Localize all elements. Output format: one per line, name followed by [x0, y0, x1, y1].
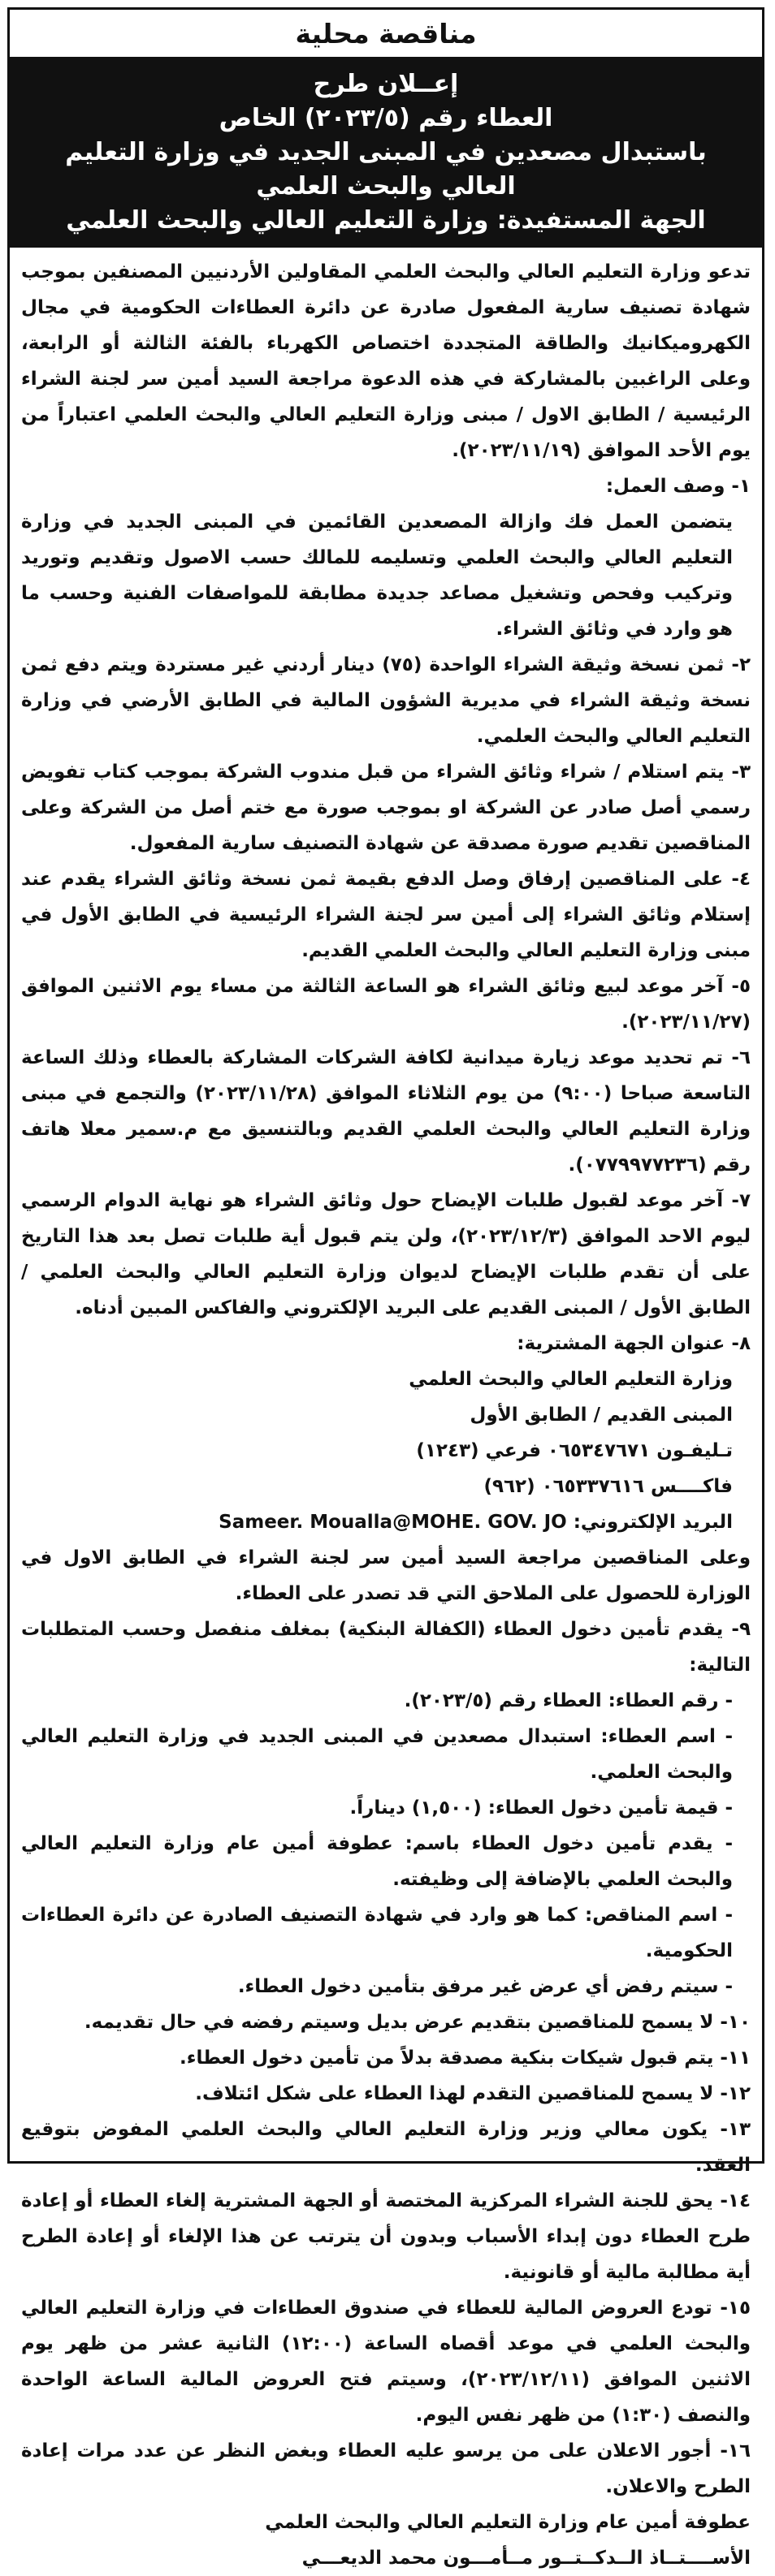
bond-payee: - يقدم تأمين دخول العطاء باسم: عطوفة أمين عام وزارة التعليم العالي والبحث العلمي بالإضافة إلى وظيفته.: [21, 1833, 733, 1890]
section-16: ١٦- أجور الاعلان على من يرسو عليه العطاء وبغض النظر عن عدد مرات إعادة الطرح والاعلان.: [21, 2440, 751, 2497]
section-14: ١٤- يحق للجنة الشراء المركزية المختصة أو الجهة المشترية إلغاء العطاء أو إعادة طرح العطاء دون إبداء الأسباب وبدون أن يترتب عن هذا الإلغاء أو إعادة الطرح أية مطالبة مالية أو قانونية.: [21, 2190, 751, 2283]
notice-body: [10, 248, 762, 2576]
bond-bidder-name: - اسم المناقص: كما هو وارد في شهادة التصنيف الصادرة عن دائرة العطاءات الحكومية.: [21, 1905, 733, 1961]
buyer-fax: فاكــــس ٠٦٥٣٣٧٦١٦ (٩٦٢): [483, 1476, 733, 1497]
email-label: البريد الإلكتروني:: [573, 1512, 733, 1533]
buyer-phone: تـليفـون ٠٦٥٣٤٧٦٧١ فرعي (١٢٤٣): [416, 1440, 733, 1461]
bond-amount: - قيمة تأمين دخول العطاء: (١,٥٠٠) ديناراً.: [349, 1797, 733, 1819]
intro-paragraph: تدعو وزارة التعليم العالي والبحث العلمي المقاولين الأردنيين المصنفين بموجب شهادة تصنيف سارية المفعول صادرة عن دائرة العطاءات الحكومية في مجال الكهروميكانيك والطاقة المتجددة اختصاص الكهرباء بالفئة الثالثة أو الرابعة، وعلى الراغبين بالمشاركة في هذه الدعوة مراجعة السيد أمين سر لجنة الشراء الرئيسية / الطابق الاول / مبنى وزارة التعليم العالي والبحث العلمي اعتباراً من يوم الأحد الموافق (٢٠٢٣/١١/١٩).: [21, 261, 751, 461]
header-tender-number: العطاء رقم (٢٠٢٣/٥) الخاص: [219, 104, 553, 132]
buyer-building: المبنى القديم / الطابق الأول: [470, 1405, 733, 1426]
section-1-title: ١- وصف العمل:: [605, 476, 751, 497]
section-8-title: ٨- عنوان الجهة المشترية:: [517, 1333, 751, 1354]
section-4: ٤- على المناقصين إرفاق وصل الدفع بقيمة ثمن نسخة وثائق الشراء يقدم عند إستلام وثائق الشراء إلى أمين سر لجنة الشراء الرئيسية في الطابق الأول في مبنى وزارة التعليم العالي والبحث العلمي القديم.: [21, 869, 751, 961]
section-6: ٦- تم تحديد موعد زيارة ميدانية لكافة الشركات المشاركة بالعطاء وذلك الساعة التاسعة صباحا (٩:٠٠) من يوم الثلاثاء الموافق (٢٠٢٣/١١/٢٨) والتجمع في مبنى وزارة التعليم العالي والبحث العلمي القديم وبالتنسيق مع م.سمير معلا هاتف رقم (٠٧٧٩٩٧٧٢٣٦).: [21, 1047, 751, 1176]
section-11: ١١- يتم قبول شيكات بنكية مصدقة بدلاً من تأمين دخول العطاء.: [179, 2047, 751, 2069]
buyer-org: وزارة التعليم العالي والبحث العلمي: [409, 1369, 733, 1390]
section-2: ٢- ثمن نسخة وثيقة الشراء الواحدة (٧٥) دينار أردني غير مستردة ويتم دفع ثمن نسخة وثيقة الشراء في مديرية الشؤون المالية في الطابق الأرضي في وزارة التعليم العالي والبحث العلمي.: [21, 654, 751, 747]
section-5: ٥- آخر موعد لبيع وثائق الشراء هو الساعة الثالثة من مساء يوم الاثنين الموافق (٢٠٢٣/١١/٢٧).: [21, 976, 751, 1033]
notice-category-title: مناقصة محلية: [10, 10, 762, 59]
header-tender-subject: باستبدال مصعدين في المبنى الجديد في وزارة التعليم العالي والبحث العلمي: [65, 138, 707, 201]
header-beneficiary: الجهة المستفيدة: وزارة التعليم العالي والبحث العلمي: [66, 206, 706, 235]
signature-name: الأســــتــاذ الــدكــتــور مــأمـــون محمد الديعـــي: [301, 2548, 751, 2569]
addenda-note: وعلى المناقصين مراجعة السيد أمين سر لجنة الشراء في الطابق الاول في الوزارة للحصول على الملاحق التي قد تصدر على العطاء.: [21, 1547, 751, 1604]
buyer-email-line: [21, 1504, 751, 1540]
section-13: ١٣- يكون معالي وزير وزارة التعليم العالي والبحث العلمي المفوض بتوقيع العقد.: [21, 2119, 751, 2176]
section-9-title: ٩- يقدم تأمين دخول العطاء (الكفالة البنكية) بمغلف منفصل وحسب المتطلبات التالية:: [21, 1619, 751, 1676]
section-15: ١٥- تودع العروض المالية للعطاء في صندوق العطاءات في وزارة التعليم العالي والبحث العلمي في موعد أقصاه الساعة (١٢:٠٠) الثانية عشر من ظهر يوم الاثنين الموافق (٢٠٢٣/١٢/١١)، وسيتم فتح العروض المالية الساعة الواحدة والنصف (١:٣٠) من ظهر نفس اليوم.: [21, 2298, 751, 2426]
header-announcement: إعــلان طرح: [313, 70, 459, 98]
email-address: Sameer. Moualla@MOHE. GOV. JO: [219, 1512, 567, 1533]
bond-tender-name: - اسم العطاء: استبدال مصعدين في المبنى الجديد في وزارة التعليم العالي والبحث العلمي.: [21, 1726, 733, 1783]
bond-tender-number: - رقم العطاء: العطاء رقم (٢٠٢٣/٥).: [404, 1690, 733, 1711]
tender-notice: [7, 7, 764, 2569]
bond-rejection: - سيتم رفض أي عرض غير مرفق بتأمين دخول العطاء.: [237, 1976, 733, 1997]
section-7: ٧- آخر موعد لقبول طلبات الإيضاح حول وثائق الشراء هو نهاية الدوام الرسمي ليوم الاحد الموافق (٢٠٢٣/١٢/٣)، ولن يتم قبول أية طلبات تصل بعد هذا التاريخ على أن تقدم طلبات الإيضاح لديوان وزارة التعليم العالي والبحث العلمي / الطابق الأول / المبنى القديم على البريد الإلكتروني والفاكس المبين أدناه.: [21, 1190, 751, 1318]
section-12: ١٢- لا يسمح للمناقصين التقدم لهذا العطاء على شكل ائتلاف.: [195, 2083, 751, 2104]
notice-header: [10, 59, 762, 248]
signature-title: عطوفة أمين عام وزارة التعليم العالي والبحث العلمي: [265, 2512, 751, 2533]
section-10: ١٠- لا يسمح للمناقصين بتقديم عرض بديل وسيتم رفضه في حال تقديمه.: [84, 2012, 751, 2033]
section-1-text: يتضمن العمل فك وازالة المصعدين القائمين في المبنى الجديد في وزارة التعليم العالي والبحث العلمي وتسليمه للمالك حسب الاصول وتقديم وتوريد وتركيب وفحص وتشغيل مصاعد جديدة مطابقة للمواصفات الفنية وحسب ما هو وارد في وثائق الشراء.: [21, 511, 733, 640]
section-3: ٣- يتم استلام / شراء وثائق الشراء من قبل مندوب الشركة بموجب كتاب تفويض رسمي أصل صادر عن الشركة او بموجب صورة مع ختم أصل من الشركة وعلى المناقصين تقديم صورة مصدقة عن شهادة التصنيف سارية المفعول.: [21, 762, 751, 854]
